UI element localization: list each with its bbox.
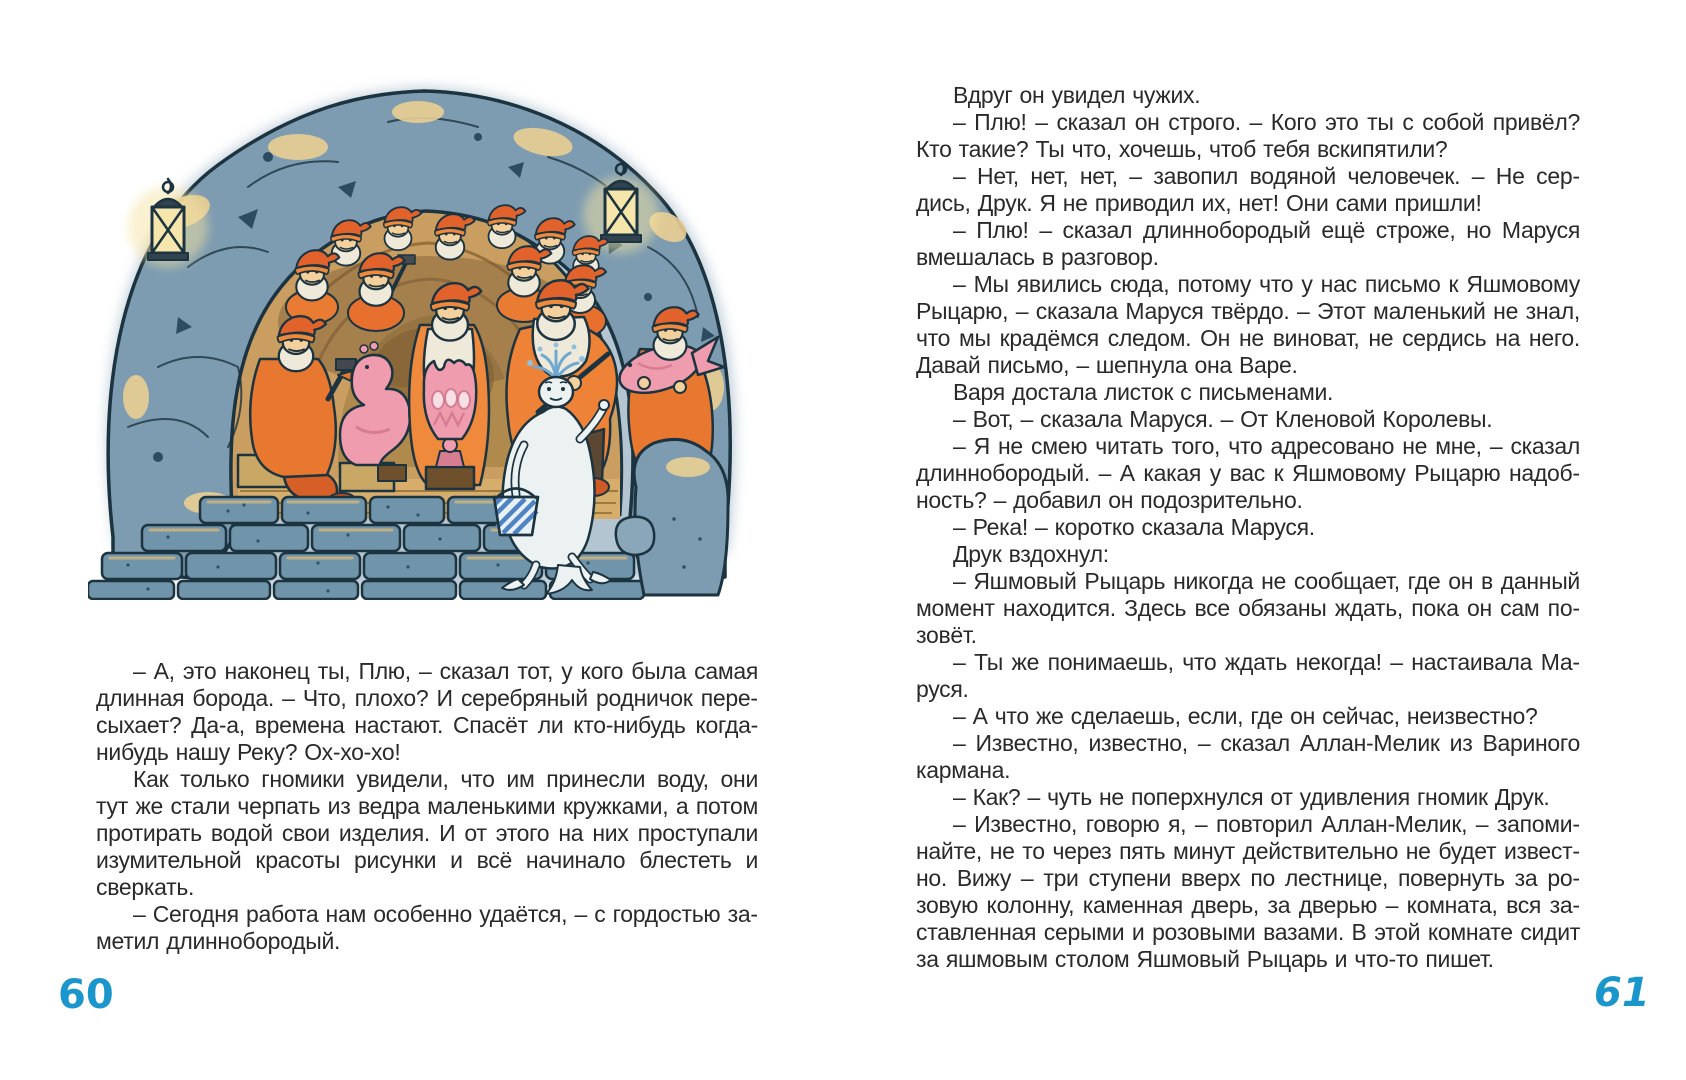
paragraph: Варя достала листок с письменами. bbox=[953, 379, 1334, 405]
paragraph: – Яшмовый Рыцарь никогда не сообщает, где он в данный момент находится. Здесь все обязаны ждать, пока он сам позовёт. bbox=[916, 568, 1580, 648]
paragraph: – Известно, говорю я, – повторил Аллан-Мелик, – запоминайте, не то через пять минут действительно не будет известно. Вижу – три ступени вверх по лестнице, повернуть за розовую колонну, каменная дверь, за дверью – комната, вся заставленная серыми и розовыми вазами. В этой комнате сидит за яшмовым столом Яшмовый Рыцарь и что-то пишет. bbox=[916, 811, 1580, 972]
pink-vase bbox=[424, 360, 476, 489]
paragraph: – Плю! – сказал он строго. – Кого это ты с собой привёл? Кто такие? Ты что, хочешь, чтоб тебя вскипятили? bbox=[916, 109, 1580, 162]
page-number-left: 60 bbox=[58, 972, 114, 1018]
cave-illustration bbox=[88, 66, 748, 600]
paragraph: Друк вздохнул: bbox=[953, 541, 1109, 567]
paragraph: – Ты же понимаешь, что ждать некогда! – настаивала Маруся. bbox=[916, 649, 1580, 702]
paragraph: – Известно, известно, – сказал Аллан-Мелик из Вариного кармана. bbox=[916, 730, 1580, 783]
right-page-text bbox=[916, 82, 1580, 973]
paragraph: – А что же сделаешь, если, где он сейчас, неизвестно? bbox=[953, 703, 1538, 729]
paragraph: – Река! – коротко сказала Маруся. bbox=[953, 514, 1315, 540]
paragraph: – Нет, нет, нет, – завопил водяной человечек. – Не сердись, Друк. Я не приводил их, нет! Они сами пришли! bbox=[916, 163, 1580, 216]
paragraph: – Я не смею читать того, что адресовано не мне, – сказал длиннобородый. – А какая у вас к Яшмовому Рыцарю надобность? – добавил он подозрительно. bbox=[916, 433, 1580, 513]
paragraph: Как только гномики увидели, что им принесли воду, они тут же стали черпать из ведра маленькими кружками, а потом протирать водой свои изделия. И от этого на них проступали изумительной красоты рисунки и всё начинало блестеть и сверкать. bbox=[96, 766, 758, 900]
paragraph: – Как? – чуть не поперхнулся от удивления гномик Друк. bbox=[953, 784, 1550, 810]
paragraph: – Плю! – сказал длиннобородый ещё строже, но Маруся вмешалась в разговор. bbox=[916, 217, 1580, 270]
paragraph: Вдруг он увидел чужих. bbox=[953, 82, 1201, 108]
left-page-text bbox=[96, 658, 758, 955]
paragraph: – Мы явились сюда, потому что у нас письмо к Яшмовому Рыцарю, – сказала Маруся твёрдо. – Этот маленький не знал, что мы крадёмся следом. Он не виноват, не сердись на него. Давай письмо, – шепнула она Варе. bbox=[916, 271, 1580, 378]
page-number-right: 61 bbox=[1594, 970, 1650, 1016]
paragraph: – А, это наконец ты, Плю, – сказал тот, у кого была самая длинная борода. – Что, плохо? И серебряный родничок пересыхает? Да-а, времена настают. Спасёт ли кто-нибудь когда-нибудь нашу Реку? Ох-хо-хо! bbox=[96, 658, 758, 765]
paragraph: – Сегодня работа нам особенно удаётся, – с гордостью заметил длиннобородый. bbox=[96, 901, 758, 954]
paragraph: – Вот, – сказала Маруся. – От Кленовой Королевы. bbox=[953, 406, 1493, 432]
